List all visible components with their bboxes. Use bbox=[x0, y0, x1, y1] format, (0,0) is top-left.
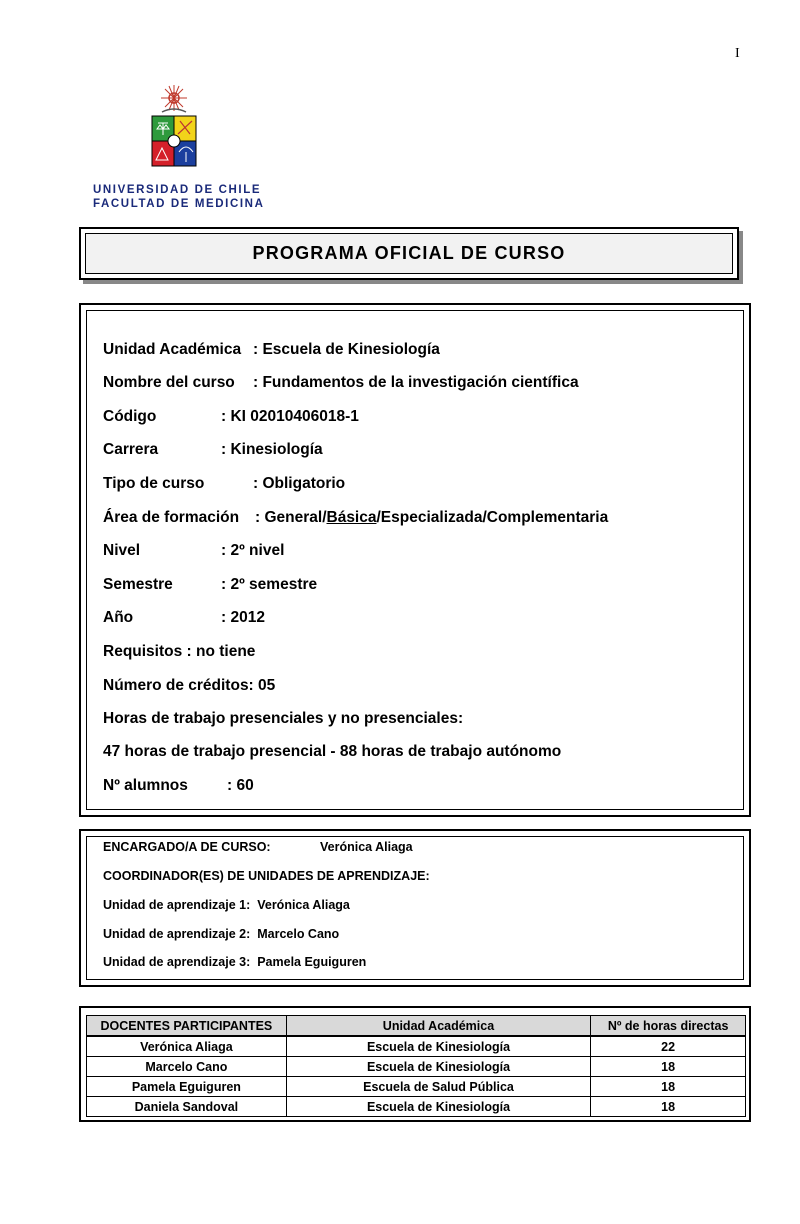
coordinadores-label: COORDINADOR(ES) DE UNIDADES DE APRENDIZAJE: bbox=[103, 869, 430, 883]
table-row bbox=[87, 1057, 746, 1077]
docente-horas: 18 bbox=[591, 1077, 746, 1097]
encargado-line: ENCARGADO/A DE CURSO: Verónica Aliaga bbox=[103, 840, 413, 854]
university-logo bbox=[148, 82, 200, 182]
faculty-line: FACULTAD DE MEDICINA bbox=[93, 198, 265, 210]
info-nombre: Nombre del curso : Fundamentos de la investigación científica bbox=[103, 374, 579, 391]
docente-unidad: Escuela de Kinesiología bbox=[286, 1057, 590, 1077]
unidad-aprendizaje-2: Unidad de aprendizaje 2: Marcelo Cano bbox=[103, 927, 340, 941]
docente-name: Pamela Eguiguren bbox=[87, 1077, 287, 1097]
column-header: Unidad Académica bbox=[286, 1016, 590, 1037]
page-number: I bbox=[735, 46, 740, 61]
info-area: Área de formación : General/Básica/Especializada/Complementaria bbox=[103, 509, 609, 526]
docentes-table bbox=[86, 1015, 746, 1117]
info-carrera: Carrera : Kinesiología bbox=[103, 441, 323, 458]
table-row bbox=[87, 1077, 746, 1097]
info-unidad: Unidad Académica : Escuela de Kinesiología bbox=[103, 341, 440, 358]
docente-horas: 18 bbox=[591, 1057, 746, 1077]
info-horas-title: Horas de trabajo presenciales y no presenciales: bbox=[103, 710, 464, 727]
column-header: DOCENTES PARTICIPANTES bbox=[87, 1016, 287, 1037]
info-tipo: Tipo de curso : Obligatorio bbox=[103, 475, 346, 492]
info-horas-detail: 47 horas de trabajo presencial - 88 horas de trabajo autónomo bbox=[103, 743, 562, 760]
title-box bbox=[79, 227, 739, 280]
page-title: PROGRAMA OFICIAL DE CURSO bbox=[252, 243, 566, 263]
info-creditos: Número de créditos: 05 bbox=[103, 677, 276, 694]
docente-unidad: Escuela de Kinesiología bbox=[286, 1097, 590, 1117]
unidad-aprendizaje-3: Unidad de aprendizaje 3: Pamela Eguiguren bbox=[103, 955, 367, 969]
table-header-row bbox=[87, 1016, 746, 1037]
unidad-aprendizaje-1: Unidad de aprendizaje 1: Verónica Aliaga bbox=[103, 898, 350, 912]
column-header: Nº de horas directas bbox=[591, 1016, 746, 1037]
table-row bbox=[87, 1097, 746, 1117]
info-codigo: Código : KI 02010406018-1 bbox=[103, 408, 359, 425]
docente-horas: 22 bbox=[591, 1036, 746, 1057]
docente-unidad: Escuela de Kinesiología bbox=[286, 1036, 590, 1057]
docente-unidad: Escuela de Salud Pública bbox=[286, 1077, 590, 1097]
docente-horas: 18 bbox=[591, 1097, 746, 1117]
university-name bbox=[93, 183, 264, 211]
info-requisitos: Requisitos : no tiene bbox=[103, 643, 256, 660]
table-row bbox=[87, 1036, 746, 1057]
info-anio: Año : 2012 bbox=[103, 609, 265, 626]
info-semestre: Semestre : 2º semestre bbox=[103, 576, 318, 593]
info-nivel: Nivel : 2º nivel bbox=[103, 542, 285, 559]
info-alumnos: Nº alumnos : 60 bbox=[103, 777, 254, 794]
docente-name: Verónica Aliaga bbox=[87, 1036, 287, 1057]
university-line: UNIVERSIDAD DE CHILE bbox=[93, 184, 262, 196]
docente-name: Marcelo Cano bbox=[87, 1057, 287, 1077]
star-icon bbox=[161, 85, 187, 112]
docente-name: Daniela Sandoval bbox=[87, 1097, 287, 1117]
